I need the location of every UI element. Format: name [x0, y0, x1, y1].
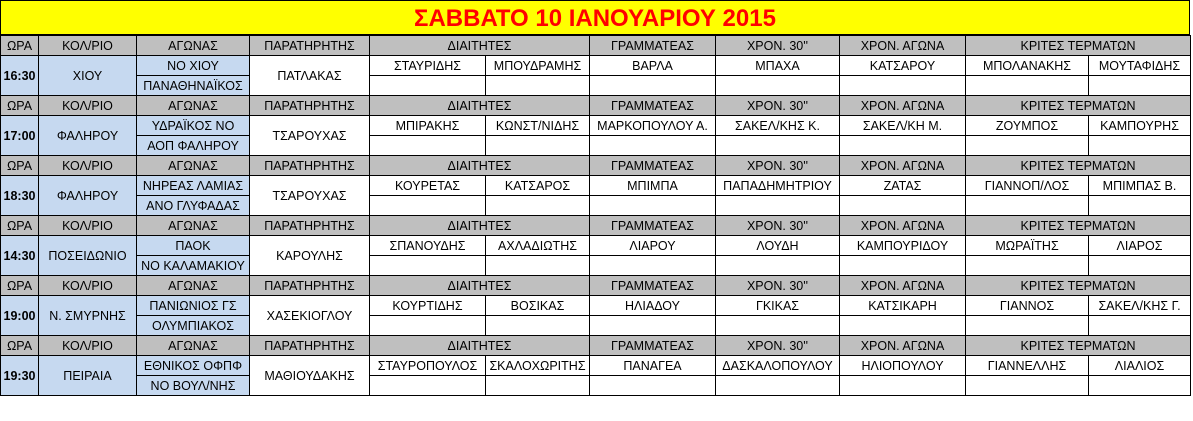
game-observer: ΚΑΡΟΥΛΗΣ [250, 236, 370, 276]
header-goal-judges: ΚΡΙΤΕΣ ΤΕΡΜΑΤΩΝ [966, 216, 1191, 236]
header-observer: ΠΑΡΑΤΗΡΗΤΗΣ [250, 96, 370, 116]
goal-judge-2: ΚΑΜΠΟΥΡΗΣ [1089, 116, 1191, 136]
game-row-second [1, 316, 1191, 336]
game-row [1, 296, 1191, 316]
empty-cell [966, 76, 1089, 96]
empty-cell [486, 376, 590, 396]
empty-cell [840, 76, 966, 96]
header-observer: ΠΑΡΑΤΗΡΗΤΗΣ [250, 336, 370, 356]
empty-cell [1089, 136, 1191, 156]
game-row-second [1, 376, 1191, 396]
header-game-clock: ΧΡΟΝ. ΑΓΩΝΑ [840, 216, 966, 236]
goal-judge-1: ΖΟΥΜΠΟΣ [966, 116, 1089, 136]
game-clock-official: ΚΑΜΠΟΥΡΙΔΟΥ [840, 236, 966, 256]
home-team: ΕΘΝΙΚΟΣ ΟΦΠΦ [137, 356, 250, 376]
goal-judge-1: ΜΩΡΑΪΤΗΣ [966, 236, 1089, 256]
header-game-clock: ΧΡΟΝ. ΑΓΩΝΑ [840, 336, 966, 356]
header-referees: ΔΙΑΙΤΗΤΕΣ [370, 336, 590, 356]
header-time: ΩΡΑ [1, 276, 39, 296]
empty-cell [1089, 196, 1191, 216]
schedule-table [0, 35, 1191, 396]
header-observer: ΠΑΡΑΤΗΡΗΤΗΣ [250, 156, 370, 176]
empty-cell [716, 316, 840, 336]
game-row-second [1, 256, 1191, 276]
referee-1: ΜΠΙΡΑΚΗΣ [370, 116, 486, 136]
referee-1: ΣΤΑΥΡΙΔΗΣ [370, 56, 486, 76]
empty-cell [966, 376, 1089, 396]
empty-cell [370, 196, 486, 216]
header-time: ΩΡΑ [1, 336, 39, 356]
away-team: ΝΟ ΒΟΥΛ/ΝΗΣ [137, 376, 250, 396]
empty-cell [370, 316, 486, 336]
header-venue: ΚΟΛ/ΡΙΟ [39, 36, 137, 56]
header-venue: ΚΟΛ/ΡΙΟ [39, 276, 137, 296]
game-clock-official: ΣΑΚΕΛ/ΚΗ Μ. [840, 116, 966, 136]
header-time: ΩΡΑ [1, 216, 39, 236]
empty-cell [716, 76, 840, 96]
home-team: ΝΟ ΧΙΟΥ [137, 56, 250, 76]
goal-judge-1: ΜΠΟΛΑΝΑΚΗΣ [966, 56, 1089, 76]
empty-cell [370, 136, 486, 156]
game-row-second [1, 76, 1191, 96]
game-time: 19:30 [1, 356, 39, 396]
header-referees: ΔΙΑΙΤΗΤΕΣ [370, 216, 590, 236]
game-row [1, 116, 1191, 136]
goal-judge-2: ΜΠΙΜΠΑΣ Β. [1089, 176, 1191, 196]
empty-cell [840, 136, 966, 156]
header-venue: ΚΟΛ/ΡΙΟ [39, 156, 137, 176]
home-team: ΠΑΟΚ [137, 236, 250, 256]
game-clock-official: ΖΑΤΑΣ [840, 176, 966, 196]
empty-cell [486, 76, 590, 96]
empty-cell [716, 256, 840, 276]
empty-cell [370, 376, 486, 396]
header-match: ΑΓΩΝΑΣ [137, 336, 250, 356]
shot-clock-official: ΠΑΠΑΔΗΜΗΤΡΙΟΥ [716, 176, 840, 196]
game-venue: ΠΟΣΕΙΔΩΝΙΟ [39, 236, 137, 276]
shot-clock-official: ΜΠΑΧΑ [716, 56, 840, 76]
home-team: ΠΑΝΙΩΝΙΟΣ ΓΣ [137, 296, 250, 316]
goal-judge-2: ΛΙΑΛΙΟΣ [1089, 356, 1191, 376]
empty-cell [370, 76, 486, 96]
empty-cell [716, 136, 840, 156]
header-shot-clock: ΧΡΟΝ. 30'' [716, 36, 840, 56]
referee-2: ΒΟΣΙΚΑΣ [486, 296, 590, 316]
game-venue: Ν. ΣΜΥΡΝΗΣ [39, 296, 137, 336]
game-time: 18:30 [1, 176, 39, 216]
empty-cell [840, 316, 966, 336]
header-row [1, 336, 1191, 356]
page-title: ΣΑΒΒΑΤΟ 10 ΙΑΝΟΥΑΡΙΟΥ 2015 [0, 0, 1190, 35]
header-referees: ΔΙΑΙΤΗΤΕΣ [370, 276, 590, 296]
referee-2: ΜΠΟΥΔΡΑΜΗΣ [486, 56, 590, 76]
header-referees: ΔΙΑΙΤΗΤΕΣ [370, 36, 590, 56]
header-match: ΑΓΩΝΑΣ [137, 96, 250, 116]
empty-cell [966, 136, 1089, 156]
header-venue: ΚΟΛ/ΡΙΟ [39, 96, 137, 116]
header-secretary: ΓΡΑΜΜΑΤΕΑΣ [590, 336, 716, 356]
empty-cell [966, 316, 1089, 336]
empty-cell [486, 256, 590, 276]
empty-cell [1089, 256, 1191, 276]
empty-cell [840, 376, 966, 396]
game-observer: ΠΑΤΛΑΚΑΣ [250, 56, 370, 96]
referee-1: ΣΠΑΝΟΥΔΗΣ [370, 236, 486, 256]
empty-cell [590, 376, 716, 396]
header-shot-clock: ΧΡΟΝ. 30'' [716, 216, 840, 236]
empty-cell [486, 196, 590, 216]
game-row [1, 176, 1191, 196]
home-team: ΥΔΡΑΪΚΟΣ ΝΟ [137, 116, 250, 136]
game-time: 16:30 [1, 56, 39, 96]
game-clock-official: ΗΛΙΟΠΟΥΛΟΥ [840, 356, 966, 376]
empty-cell [1089, 316, 1191, 336]
secretary: ΜΑΡΚΟΠΟΥΛΟΥ Α. [590, 116, 716, 136]
game-venue: ΦΑΛΗΡΟΥ [39, 176, 137, 216]
header-row [1, 216, 1191, 236]
game-observer: ΤΣΑΡΟΥΧΑΣ [250, 176, 370, 216]
header-shot-clock: ΧΡΟΝ. 30'' [716, 336, 840, 356]
header-match: ΑΓΩΝΑΣ [137, 36, 250, 56]
header-observer: ΠΑΡΑΤΗΡΗΤΗΣ [250, 276, 370, 296]
empty-cell [370, 256, 486, 276]
game-time: 17:00 [1, 116, 39, 156]
header-time: ΩΡΑ [1, 96, 39, 116]
header-time: ΩΡΑ [1, 36, 39, 56]
secretary: ΠΑΝΑΓΕΑ [590, 356, 716, 376]
header-game-clock: ΧΡΟΝ. ΑΓΩΝΑ [840, 36, 966, 56]
header-secretary: ΓΡΑΜΜΑΤΕΑΣ [590, 156, 716, 176]
header-goal-judges: ΚΡΙΤΕΣ ΤΕΡΜΑΤΩΝ [966, 336, 1191, 356]
header-game-clock: ΧΡΟΝ. ΑΓΩΝΑ [840, 276, 966, 296]
away-team: ΑΟΠ ΦΑΛΗΡΟΥ [137, 136, 250, 156]
referee-1: ΣΤΑΥΡΟΠΟΥΛΟΣ [370, 356, 486, 376]
header-goal-judges: ΚΡΙΤΕΣ ΤΕΡΜΑΤΩΝ [966, 156, 1191, 176]
header-match: ΑΓΩΝΑΣ [137, 156, 250, 176]
empty-cell [590, 316, 716, 336]
empty-cell [840, 256, 966, 276]
header-secretary: ΓΡΑΜΜΑΤΕΑΣ [590, 96, 716, 116]
shot-clock-official: ΛΟΥΔΗ [716, 236, 840, 256]
referee-2: ΚΑΤΣΑΡΟΣ [486, 176, 590, 196]
header-shot-clock: ΧΡΟΝ. 30'' [716, 96, 840, 116]
empty-cell [716, 376, 840, 396]
header-secretary: ΓΡΑΜΜΑΤΕΑΣ [590, 276, 716, 296]
header-secretary: ΓΡΑΜΜΑΤΕΑΣ [590, 36, 716, 56]
shot-clock-official: ΣΑΚΕΛ/ΚΗΣ Κ. [716, 116, 840, 136]
empty-cell [590, 256, 716, 276]
empty-cell [1089, 76, 1191, 96]
game-row [1, 356, 1191, 376]
empty-cell [486, 136, 590, 156]
shot-clock-official: ΔΑΣΚΑΛΟΠΟΥΛΟΥ [716, 356, 840, 376]
empty-cell [1089, 376, 1191, 396]
goal-judge-1: ΓΙΑΝΝΟΠ/ΛΟΣ [966, 176, 1089, 196]
header-goal-judges: ΚΡΙΤΕΣ ΤΕΡΜΑΤΩΝ [966, 276, 1191, 296]
empty-cell [966, 256, 1089, 276]
empty-cell [716, 196, 840, 216]
game-observer: ΤΣΑΡΟΥΧΑΣ [250, 116, 370, 156]
away-team: ΠΑΝΑΘΗΝΑΪΚΟΣ [137, 76, 250, 96]
goal-judge-2: ΜΟΥΤΑΦΙΔΗΣ [1089, 56, 1191, 76]
header-venue: ΚΟΛ/ΡΙΟ [39, 216, 137, 236]
game-row [1, 236, 1191, 256]
header-shot-clock: ΧΡΟΝ. 30'' [716, 156, 840, 176]
empty-cell [590, 76, 716, 96]
header-game-clock: ΧΡΟΝ. ΑΓΩΝΑ [840, 156, 966, 176]
header-row [1, 36, 1191, 56]
secretary: ΗΛΙΑΔΟΥ [590, 296, 716, 316]
empty-cell [486, 316, 590, 336]
referee-2: ΣΚΑΛΟΧΩΡΙΤΗΣ [486, 356, 590, 376]
secretary: ΜΠΙΜΠΑ [590, 176, 716, 196]
referee-1: ΚΟΥΡΤΙΔΗΣ [370, 296, 486, 316]
header-observer: ΠΑΡΑΤΗΡΗΤΗΣ [250, 36, 370, 56]
header-referees: ΔΙΑΙΤΗΤΕΣ [370, 156, 590, 176]
game-venue: ΧΙΟΥ [39, 56, 137, 96]
header-game-clock: ΧΡΟΝ. ΑΓΩΝΑ [840, 96, 966, 116]
home-team: ΝΗΡΕΑΣ ΛΑΜΙΑΣ [137, 176, 250, 196]
referee-1: ΚΟΥΡΕΤΑΣ [370, 176, 486, 196]
goal-judge-2: ΛΙΑΡΟΣ [1089, 236, 1191, 256]
game-clock-official: ΚΑΤΣΑΡΟΥ [840, 56, 966, 76]
header-observer: ΠΑΡΑΤΗΡΗΤΗΣ [250, 216, 370, 236]
header-referees: ΔΙΑΙΤΗΤΕΣ [370, 96, 590, 116]
away-team: ΟΛΥΜΠΙΑΚΟΣ [137, 316, 250, 336]
empty-cell [590, 196, 716, 216]
game-row [1, 56, 1191, 76]
goal-judge-2: ΣΑΚΕΛ/ΚΗΣ Γ. [1089, 296, 1191, 316]
shot-clock-official: ΓΚΙΚΑΣ [716, 296, 840, 316]
game-time: 14:30 [1, 236, 39, 276]
game-row-second [1, 196, 1191, 216]
away-team: ΑΝΟ ΓΛΥΦΑΔΑΣ [137, 196, 250, 216]
header-shot-clock: ΧΡΟΝ. 30'' [716, 276, 840, 296]
empty-cell [966, 196, 1089, 216]
goal-judge-1: ΓΙΑΝΝΕΛΛΗΣ [966, 356, 1089, 376]
header-secretary: ΓΡΑΜΜΑΤΕΑΣ [590, 216, 716, 236]
header-match: ΑΓΩΝΑΣ [137, 276, 250, 296]
header-row [1, 156, 1191, 176]
game-time: 19:00 [1, 296, 39, 336]
referee-2: ΑΧΛΑΔΙΩΤΗΣ [486, 236, 590, 256]
header-row [1, 96, 1191, 116]
game-row-second [1, 136, 1191, 156]
game-venue: ΠΕΙΡΑΙΑ [39, 356, 137, 396]
secretary: ΛΙΑΡΟΥ [590, 236, 716, 256]
header-time: ΩΡΑ [1, 156, 39, 176]
referee-2: ΚΩΝΣΤ/ΝΙΔΗΣ [486, 116, 590, 136]
header-match: ΑΓΩΝΑΣ [137, 216, 250, 236]
goal-judge-1: ΓΙΑΝΝΟΣ [966, 296, 1089, 316]
header-venue: ΚΟΛ/ΡΙΟ [39, 336, 137, 356]
game-venue: ΦΑΛΗΡΟΥ [39, 116, 137, 156]
header-goal-judges: ΚΡΙΤΕΣ ΤΕΡΜΑΤΩΝ [966, 36, 1191, 56]
away-team: ΝΟ ΚΑΛΑΜΑΚΙΟΥ [137, 256, 250, 276]
empty-cell [840, 196, 966, 216]
game-observer: ΧΑΣΕΚΙΟΓΛΟΥ [250, 296, 370, 336]
secretary: ΒΑΡΛΑ [590, 56, 716, 76]
game-clock-official: ΚΑΤΣΙΚΑΡΗ [840, 296, 966, 316]
header-goal-judges: ΚΡΙΤΕΣ ΤΕΡΜΑΤΩΝ [966, 96, 1191, 116]
game-observer: ΜΑΘΙΟΥΔΑΚΗΣ [250, 356, 370, 396]
header-row [1, 276, 1191, 296]
empty-cell [590, 136, 716, 156]
